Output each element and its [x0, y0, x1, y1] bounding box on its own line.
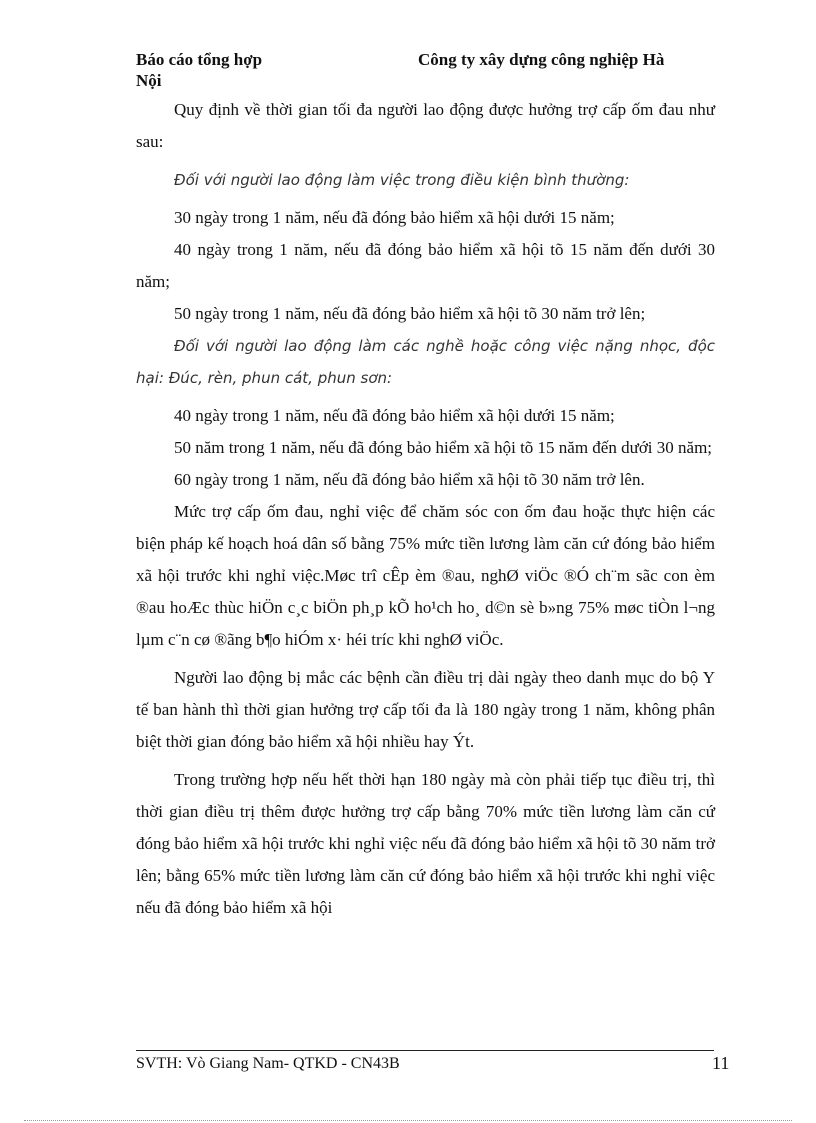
footer-author: SVTH: Vò Giang Nam- QTKD - CN43B — [136, 1055, 400, 1072]
list-item: 50 ngày trong 1 năm, nếu đã đóng bảo hiểm xã hội tõ 30 năm trở lên; — [174, 304, 646, 323]
list-item: 40 ngày trong 1 năm, nếu đã đóng bảo hiểm xã hội dưới 15 năm; — [174, 406, 615, 425]
paragraph-extended-treatment: Trong trường hợp nếu hết thời hạn 180 ngày mà còn phải tiếp tục điều trị, thì thời gian điều trị thêm được hưởng trợ cấp bằng 70% mức tiền lương làm căn cứ đóng bảo hiểm xã hội trước khi nghỉ việc nếu đã đóng bảo hiểm xã hội tõ 30 năm trở lên; bằng 65% mức tiền lương làm căn cứ đóng bảo hiểm xã hội trước khi nghỉ việc nếu đã đóng bảo hiểm xã hội — [136, 770, 715, 917]
paragraph-normal-conditions-heading: Đối với người lao động làm việc trong điều kiện bình thường: — [174, 171, 630, 189]
paragraph-hazardous-conditions-heading: Đối với người lao động làm các nghề hoặc công việc nặng nhọc, độc hại: Đúc, rèn, phun cát, phun sơn: — [136, 337, 715, 387]
document-body — [136, 94, 715, 924]
header-company-name: Công ty xây dựng công nghiệp Hà — [418, 50, 665, 69]
paragraph-benefit-rate: Mức trợ cấp ốm đau, nghỉ việc để chăm sóc con ốm đau hoặc thực hiện các biện pháp kế hoạch hoá dân số bằng 75% mức tiền lương làm căn cứ đóng bảo hiểm xã hội trước khi nghỉ việc.Møc trî cÊp èm ®au, nghØ viÖc ®Ó ch¨m sãc con èm ®au hoÆc thùc hiÖn c¸c biÖn ph¸p kÕ ho¹ch ho¸ d©n sè b»ng 75% møc tiÒn l¬ng lµm c¨n cø ®ãng b¶o hiÓm x· héi tríc khi nghØ viÖc. — [136, 502, 715, 649]
list-item: 30 ngày trong 1 năm, nếu đã đóng bảo hiểm xã hội dưới 15 năm; — [174, 208, 615, 227]
paragraph-intro: Quy định về thời gian tối đa người lao động được hưởng trợ cấp ốm đau như sau: — [136, 100, 715, 151]
header-report-title: Báo cáo tổng hợp — [136, 50, 263, 69]
header-company-name-continued: Nội — [136, 71, 162, 90]
list-item: 60 ngày trong 1 năm, nếu đã đóng bảo hiểm xã hội tõ 30 năm trở lên. — [174, 470, 645, 489]
list-item: 50 năm trong 1 năm, nếu đã đóng bảo hiểm xã hội tõ 15 năm đến dưới 30 năm; — [174, 438, 713, 457]
paragraph-long-term-illness: Người lao động bị mắc các bệnh cần điều trị dài ngày theo danh mục do bộ Y tế ban hành thì thời gian hưởng trợ cấp tối đa là 180 ngày trong 1 năm, không phân biệt thời gian đóng bảo hiểm xã hội nhiều hay Ýt. — [136, 668, 715, 751]
list-item: 40 ngày trong 1 năm, nếu đã đóng bảo hiểm xã hội tõ 15 năm đến dưới 30 năm; — [136, 240, 715, 291]
page-bottom-border — [24, 1120, 792, 1121]
footer-divider — [136, 1050, 714, 1051]
page-number: 11 — [712, 1053, 730, 1073]
